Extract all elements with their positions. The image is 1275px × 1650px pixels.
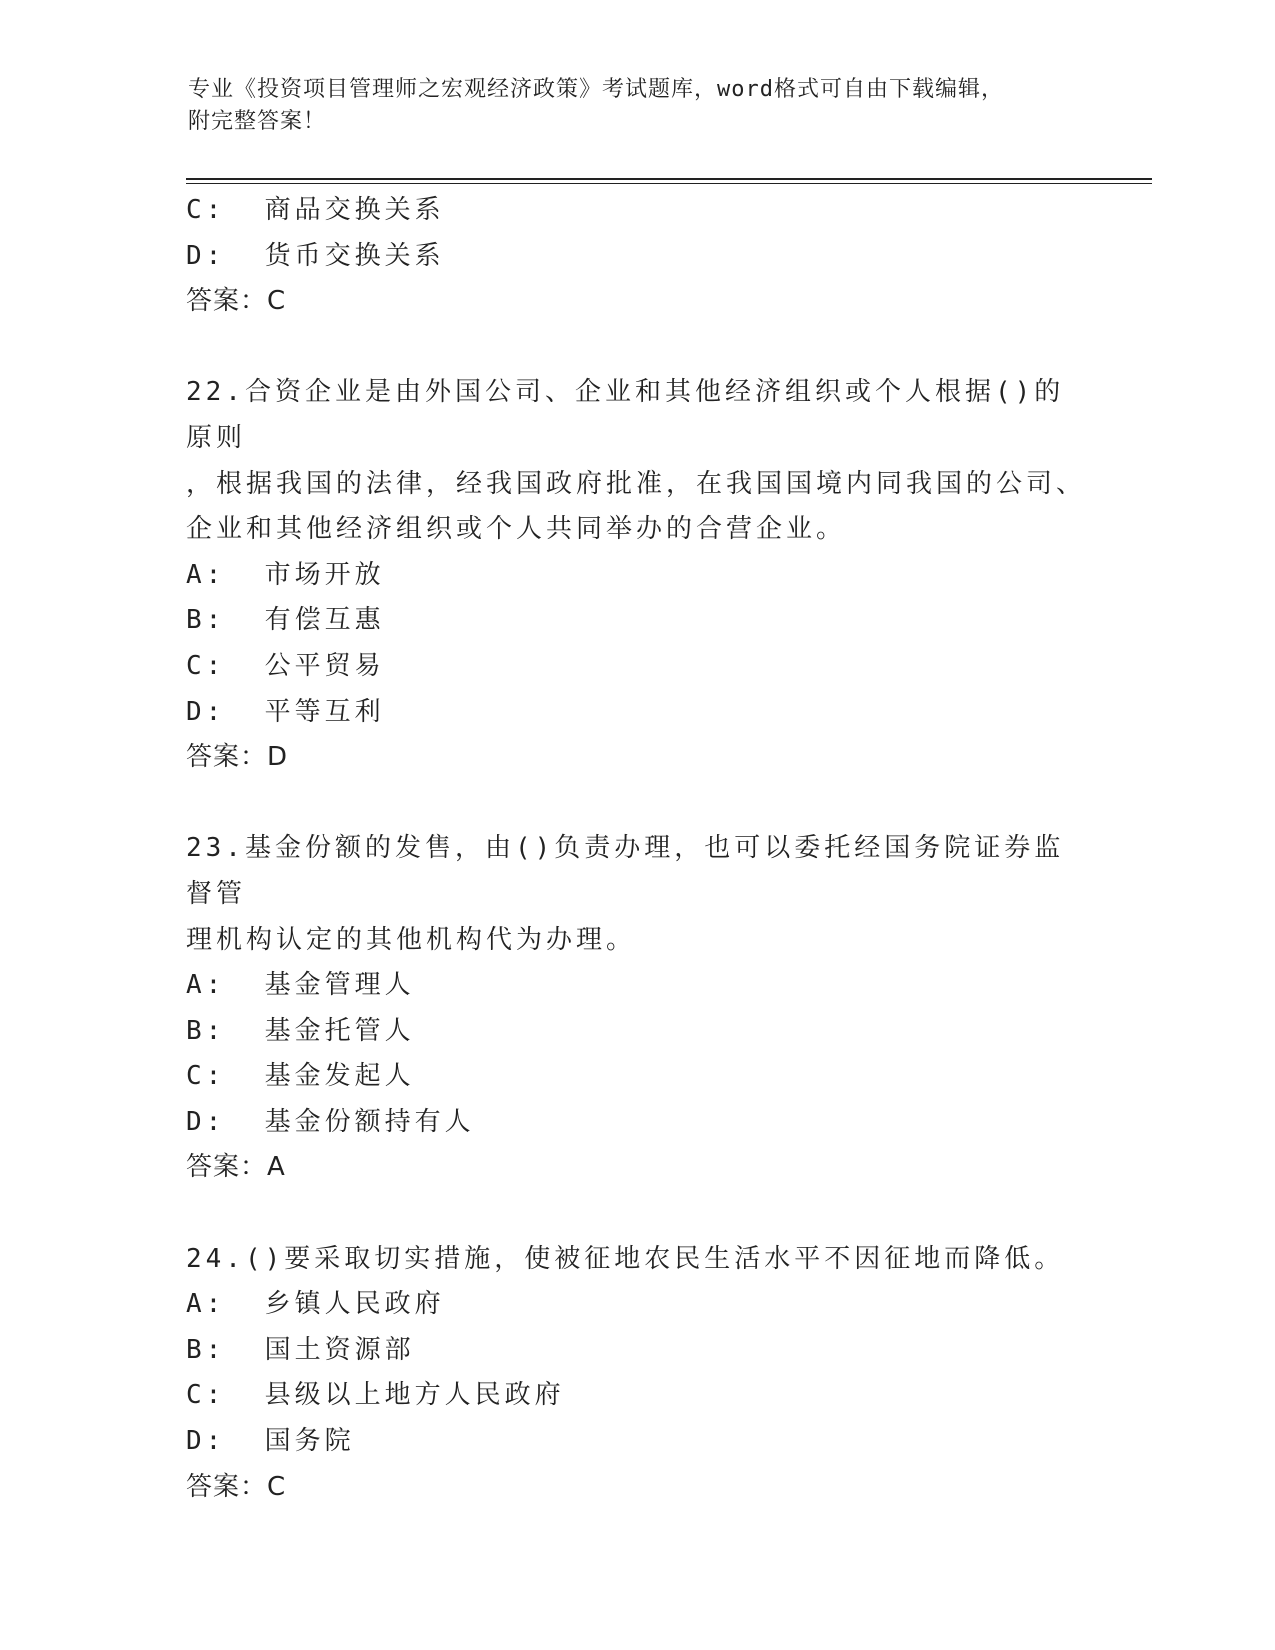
- answer-line: 答案：D: [186, 742, 289, 773]
- header-line-2: 附完整答案！: [188, 109, 327, 134]
- option-a: A: 基金管理人: [186, 970, 415, 1001]
- option-c: C: 基金发起人: [186, 1061, 415, 1092]
- option-b: B: 基金托管人: [186, 1015, 415, 1046]
- option-b: B: 国土资源部: [186, 1334, 415, 1365]
- question-stem-line: 24.()要采取切实措施，使被征地农民生活水平不因征地而降低。: [186, 1243, 1065, 1274]
- answer-line: 答案：C: [186, 286, 287, 317]
- spacer: [186, 325, 1086, 371]
- question-22: [186, 370, 1086, 780]
- question-23: [186, 826, 1086, 1191]
- option-b: B: 有偿互惠: [186, 605, 385, 636]
- option-c: C: 商品交换关系: [186, 195, 445, 225]
- spacer: [186, 781, 1086, 827]
- question-stem-line: 23.基金份额的发售，由()负责办理，也可以委托经国务院证券监督管: [186, 833, 1065, 909]
- answer-line: 答案：A: [186, 1152, 286, 1183]
- option-d: D: 基金份额持有人: [186, 1106, 475, 1137]
- header-divider-thick: [186, 178, 1152, 180]
- option-a: A: 乡镇人民政府: [186, 1289, 445, 1320]
- answer-line: 答案：C: [186, 1471, 287, 1502]
- option-d: D: 国务院: [186, 1426, 355, 1457]
- spacer: [186, 1191, 1086, 1237]
- option-a: A: 市场开放: [186, 559, 385, 590]
- question-stem-line: 企业和其他经济组织或个人共同举办的合营企业。: [186, 514, 847, 545]
- option-d: D: 货币交换关系: [186, 240, 445, 271]
- question-stem-line: ，根据我国的法律，经我国政府批准，在我国国境内同我国的公司、: [186, 468, 1087, 499]
- page-header: [188, 74, 1088, 138]
- question-stem-line: 理机构认定的其他机构代为办理。: [186, 924, 637, 955]
- question-fragment-21: [186, 188, 1086, 325]
- question-stem-line: 22.合资企业是由外国公司、企业和其他经济组织或个人根据()的原则: [186, 377, 1065, 453]
- question-24: [186, 1237, 1086, 1511]
- header-divider-thin: [186, 183, 1152, 184]
- header-line-1: 专业《投资项目管理师之宏观经济政策》考试题库，word格式可自由下载编辑，: [188, 77, 1004, 102]
- option-c: C: 公平贸易: [186, 650, 385, 681]
- document-body: [186, 188, 1086, 1510]
- option-c: C: 县级以上地方人民政府: [186, 1380, 565, 1411]
- option-d: D: 平等互利: [186, 696, 385, 727]
